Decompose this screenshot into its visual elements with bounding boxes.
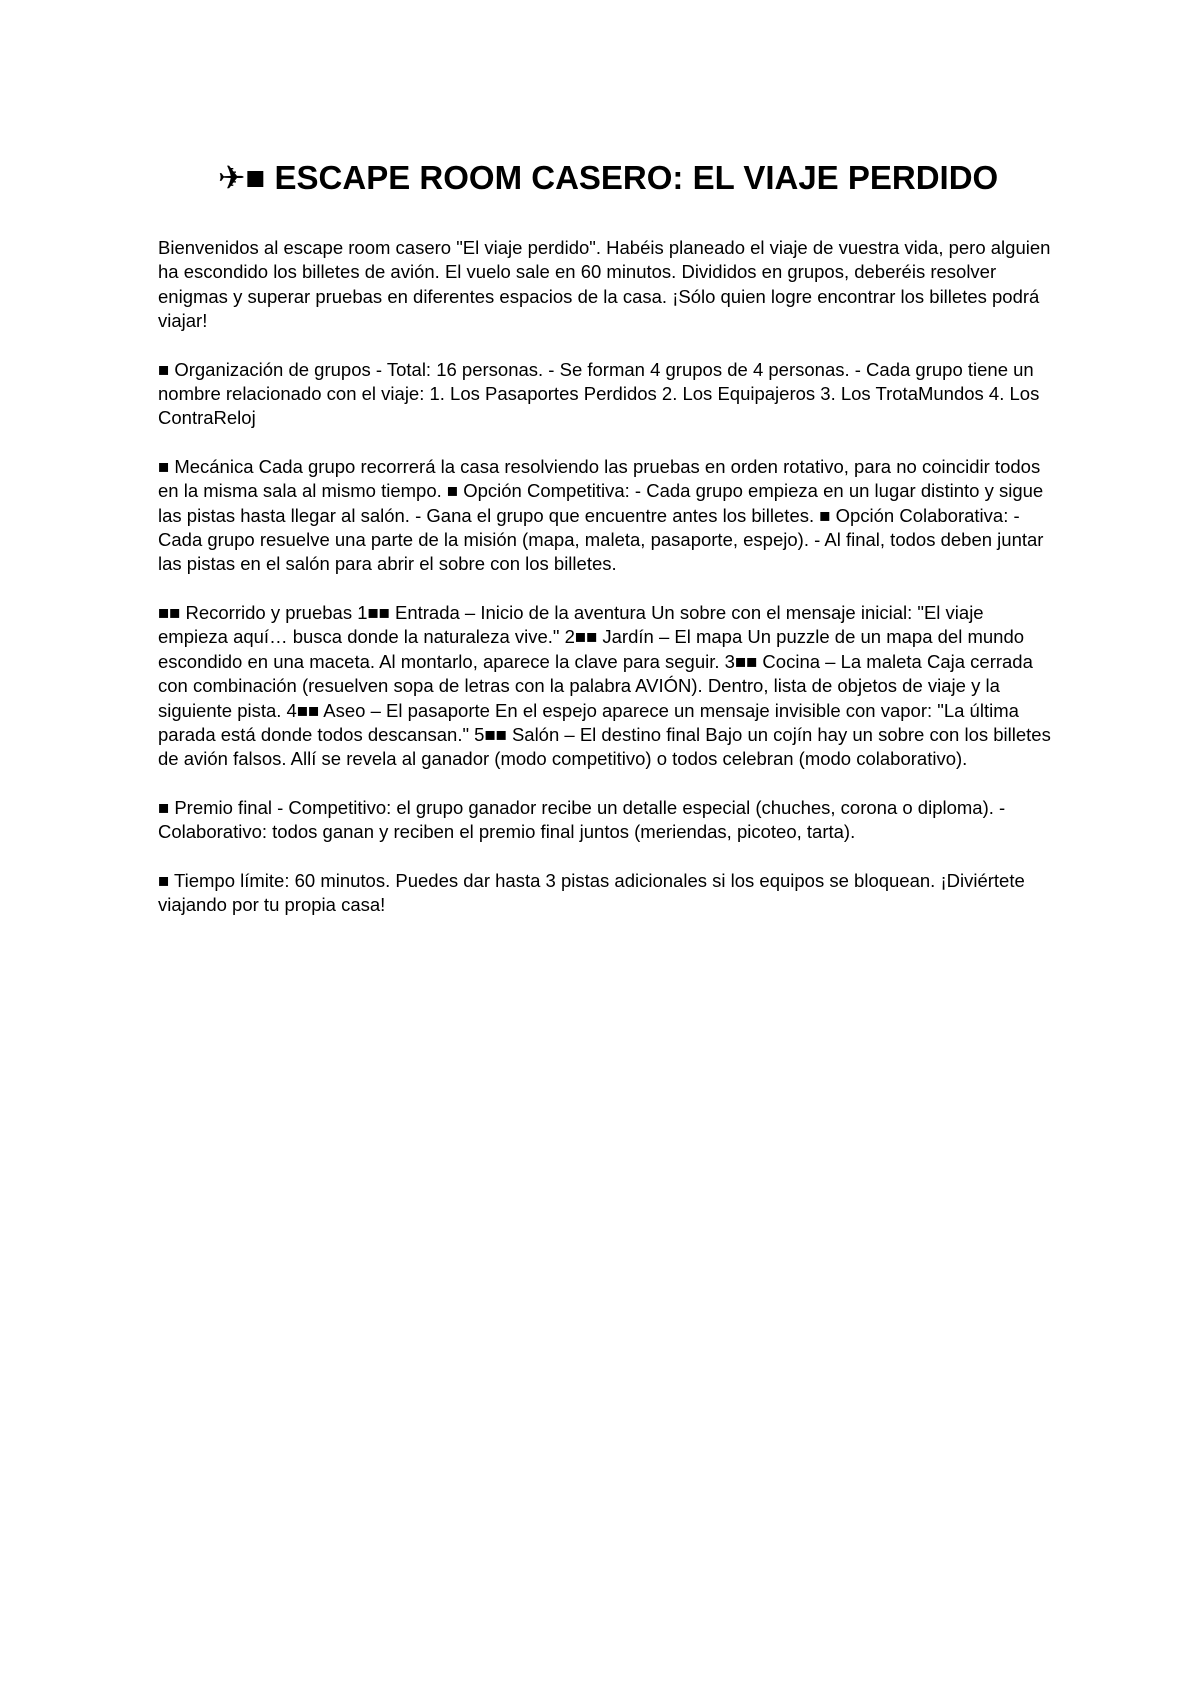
intro-paragraph: Bienvenidos al escape room casero "El viaje perdido". Habéis planeado el viaje de vuestra vida, pero alguien ha escondido los billetes de avión. El vuelo sale en 60 minutos. Divididos en grupos, deberéis resolver enigmas y superar pruebas en diferentes espacios de la casa. ¡Sólo quien logre encontrar los billetes podrá viajar! — [158, 237, 1051, 332]
mechanics-paragraph: ■ Mecánica Cada grupo recorrerá la casa resolviendo las pruebas en orden rotativo, para no coincidir todos en la misma sala al mismo tiempo. ■ Opción Competitiva: - Cada grupo empieza en un lugar distinto y sigue las pistas hasta llegar al salón. - Gana el grupo que encuentre antes los billetes. ■ Opción Colaborativa: - Cada grupo resuelve una parte de la misión (mapa, maleta, pasaporte, espejo). - Al final, todos deben juntar las pistas en el salón para abrir el sobre con los billetes. — [158, 455, 1044, 575]
route-paragraph: ■■ Recorrido y pruebas 1■■ Entrada – Inicio de la aventura Un sobre con el mensaje inicial: "El viaje empieza aquí… busca donde la naturaleza vive." 2■■ Jardín – El mapa Un puzzle de un mapa del mundo escondido en una maceta. Al montarlo, aparece la clave para seguir. 3■■ Cocina – La maleta Caja cerrada con combinación (resuelven sopa de letras con la palabra AVIÓN). Dentro, lista de objetos de viaje y la siguiente pista. 4■■ Aseo – El pasaporte En el espejo aparece un mensaje invisible con vapor: "La última parada está donde todos descansan." 5■■ Salón – El destino final Bajo un cojín hay un sobre con los billetes de avión falsos. Allí se revela al ganador (modo competitivo) o todos celebran (modo colaborativo). — [158, 601, 1051, 770]
prize-paragraph: ■ Premio final - Competitivo: el grupo ganador recibe un detalle especial (chuches, corona o diploma). - Colaborativo: todos ganan y reciben el premio final juntos (meriendas, picoteo, tarta). — [158, 796, 1006, 843]
document-page — [158, 158, 1058, 941]
document-title: ✈■ ESCAPE ROOM CASERO: EL VIAJE PERDIDO — [217, 159, 999, 196]
time-limit-paragraph: ■ Tiempo límite: 60 minutos. Puedes dar hasta 3 pistas adicionales si los equipos se bloquean. ¡Diviértete viajando por tu propia casa! — [158, 869, 1025, 915]
groups-paragraph: ■ Organización de grupos - Total: 16 personas. - Se forman 4 grupos de 4 personas. - Cada grupo tiene un nombre relacionado con el viaje: 1. Los Pasaportes Perdidos 2. Los Equipajeros 3. Los TrotaMundos 4. Los ContraReloj — [158, 358, 1040, 429]
